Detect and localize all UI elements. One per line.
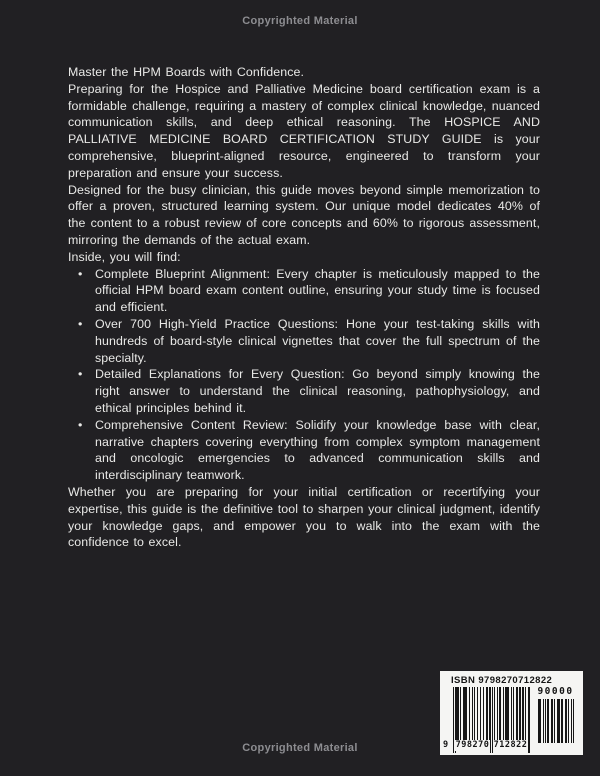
bullet-icon: •: [78, 367, 83, 382]
bullet-icon: •: [78, 417, 83, 432]
headline: Master the HPM Boards with Confidence.: [68, 65, 305, 79]
bullet-icon: •: [78, 266, 83, 281]
list-item-text: Detailed Explanations for Every Question: Go beyond simply knowing the right answer to understand the clinical reasoning, pathophysiology, and ethical principles behind it.: [95, 367, 540, 415]
list-intro: Inside, you will find:: [68, 249, 181, 264]
copyright-watermark-bottom: Copyrighted Material: [242, 742, 358, 754]
intro-paragraph: Preparing for the Hospice and Palliative Medicine board certification exam is a formidable challenge, requiring a mastery of complex clinical knowledge, nuanced communication skills, and deep ethical reasoning. The HOSPICE AND PALLIATIVE MEDICINE BOARD CERTIFICATION STUDY GUIDE is your comprehensive, blueprint-aligned resource, engineered to transform your preparation and ensure your success.: [68, 81, 540, 180]
list-item-text: Comprehensive Content Review: Solidify your knowledge base with clear, narrative chapters covering everything from complex symptom management and oncologic emergencies to advanced communication skills and interdisciplinary teamwork.: [95, 417, 540, 483]
feature-list: [68, 266, 540, 484]
bullet-icon: •: [78, 316, 83, 331]
ean5-bars: [537, 699, 574, 743]
ean5-addon: [537, 686, 574, 743]
ean13-left-digits: 798270: [455, 740, 490, 750]
closing-paragraph: Whether you are preparing for your initial certification or recertifying your expertise, this guide is the definitive tool to sharpen your clinical judgment, identify your knowledge gaps, and empower you to walk into the exam with the confidence to excel.: [68, 484, 540, 550]
ean13-first-digit: 9: [443, 740, 449, 750]
addon-price-code: 90000: [537, 686, 574, 697]
back-cover-text: [68, 64, 540, 551]
list-item: [68, 316, 540, 366]
list-item-text: Over 700 High-Yield Practice Questions: Hone your test-taking skills with hundreds of board-style clinical vignettes that cover the full spectrum of the specialty.: [95, 316, 540, 365]
isbn-label: ISBN 9798270712822: [451, 675, 553, 686]
ean13-right-digits: 712822: [493, 740, 528, 750]
list-item: [68, 417, 540, 484]
method-paragraph: Designed for the busy clinician, this guide moves beyond simple memorization to offer a proven, structured learning system. Our unique model dedicates 40% of the content to a robust review of core concepts and 60% to rigorous assessment, mirroring the demands of the actual exam.: [68, 182, 540, 247]
list-item-text: Complete Blueprint Alignment: Every chapter is meticulously mapped to the official HPM board exam content outline, ensuring your study time is focused and efficient.: [95, 266, 540, 315]
copyright-watermark-top: Copyrighted Material: [242, 15, 358, 27]
list-item: [68, 366, 540, 416]
list-item: [68, 266, 540, 316]
